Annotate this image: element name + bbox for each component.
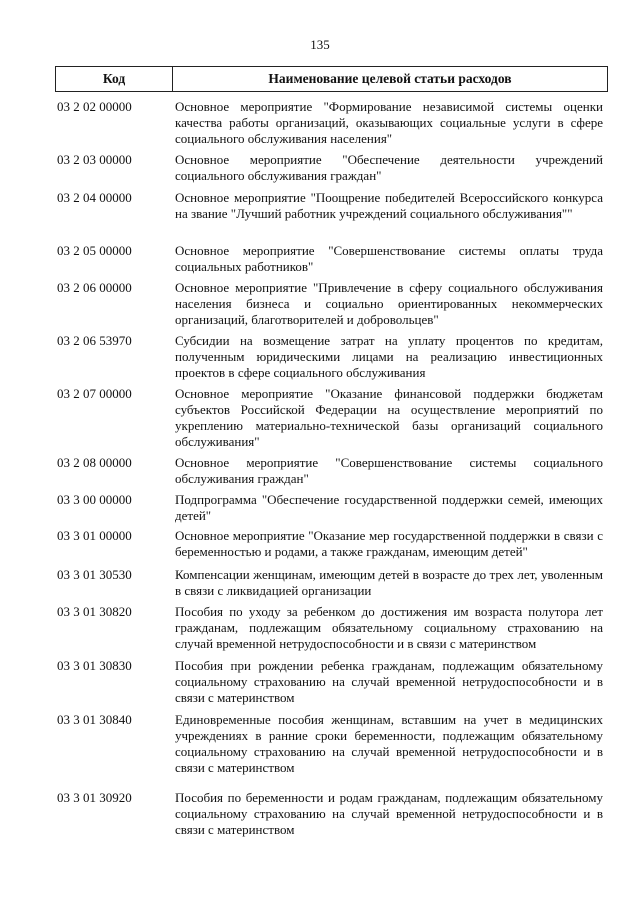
table-row	[57, 280, 608, 328]
row-name: Основное мероприятие "Поощрение победителей Всероссийского конкурса на звание "Лучший работник учреждений социального обслуживания""	[175, 190, 603, 221]
row-code: 03 2 07 00000	[57, 386, 132, 401]
row-code: 03 2 08 00000	[57, 455, 132, 470]
row-code: 03 3 01 30820	[57, 604, 132, 619]
table-row	[57, 99, 608, 147]
table-row	[57, 455, 608, 487]
table-row	[57, 604, 608, 652]
header-code: Код	[56, 67, 173, 91]
table-row	[57, 567, 608, 599]
row-name: Основное мероприятие "Обеспечение деятельности учреждений социального обслуживания граждан"	[175, 152, 603, 183]
table-row	[57, 386, 608, 450]
table-row	[57, 333, 608, 381]
row-name: Пособия по беременности и родам гражданам, подлежащим обязательному социальному страхованию на случай временной нетрудоспособности и в связи с материнством	[175, 790, 603, 837]
row-code: 03 3 01 30530	[57, 567, 132, 582]
table-row	[57, 152, 608, 184]
table-row	[57, 492, 608, 524]
row-code: 03 3 00 00000	[57, 492, 132, 507]
row-name: Пособия по уходу за ребенком до достижения им возраста полутора лет гражданам, подлежащим обязательному социальному страхованию на случай временной нетрудоспособности и в связи с материнством	[175, 604, 603, 651]
table-row	[57, 790, 608, 838]
row-code: 03 3 01 00000	[57, 528, 132, 543]
row-name: Подпрограмма "Обеспечение государственной поддержки семей, имеющих детей"	[175, 492, 603, 523]
row-name: Основное мероприятие "Оказание мер государственной поддержки в связи с беременностью и родами, а также гражданам, имеющим детей"	[175, 528, 603, 559]
row-code: 03 3 01 30840	[57, 712, 132, 727]
row-code: 03 3 01 30920	[57, 790, 132, 805]
row-code: 03 2 06 00000	[57, 280, 132, 295]
table-row	[57, 658, 608, 706]
table-row	[57, 528, 608, 560]
row-name: Основное мероприятие "Оказание финансовой поддержки бюджетам субъектов Российской Федерации на осуществление мероприятий по укреплению материально-технической базы организаций социального обслуживания"	[175, 386, 603, 449]
row-name: Основное мероприятие "Совершенствование системы социального обслуживания граждан"	[175, 455, 603, 486]
header-name: Наименование целевой статьи расходов	[268, 71, 512, 86]
row-code: 03 2 04 00000	[57, 190, 132, 205]
table-row	[57, 190, 608, 222]
row-code: 03 2 03 00000	[57, 152, 132, 167]
row-name: Основное мероприятие "Привлечение в сферу социального обслуживания населения бизнеса и социально ориентированных некоммерческих организаций, благотворителей и добровольцев"	[175, 280, 603, 327]
table-row	[57, 243, 608, 275]
row-code: 03 3 01 30830	[57, 658, 132, 673]
row-code: 03 2 05 00000	[57, 243, 132, 258]
row-name: Субсидии на возмещение затрат на уплату процентов по кредитам, полученным юридическими лицами на реализацию инвестиционных проектов в сфере социального обслуживания	[175, 333, 603, 380]
row-name: Основное мероприятие "Формирование независимой системы оценки качества работы организаций, оказывающих социальные услуги в сфере социального обслуживания населения"	[175, 99, 603, 146]
row-code: 03 2 06 53970	[57, 333, 132, 348]
page-number: 135	[310, 37, 330, 52]
table-header	[55, 66, 608, 92]
row-name: Основное мероприятие "Совершенствование системы оплаты труда социальных работников"	[175, 243, 603, 274]
row-name: Пособия при рождении ребенка гражданам, подлежащим обязательному социальному страхованию на случай временной нетрудоспособности и в связи с материнством	[175, 658, 603, 705]
row-name: Единовременные пособия женщинам, вставшим на учет в медицинских учреждениях в ранние сроки беременности, подлежащим обязательному социальному страхованию на случай временной нетрудоспособности и в связи с материнством	[175, 712, 603, 775]
row-name: Компенсации женщинам, имеющим детей в возрасте до трех лет, уволенным в связи с ликвидацией организации	[175, 567, 603, 598]
table-row	[57, 712, 608, 776]
row-code: 03 2 02 00000	[57, 99, 132, 114]
